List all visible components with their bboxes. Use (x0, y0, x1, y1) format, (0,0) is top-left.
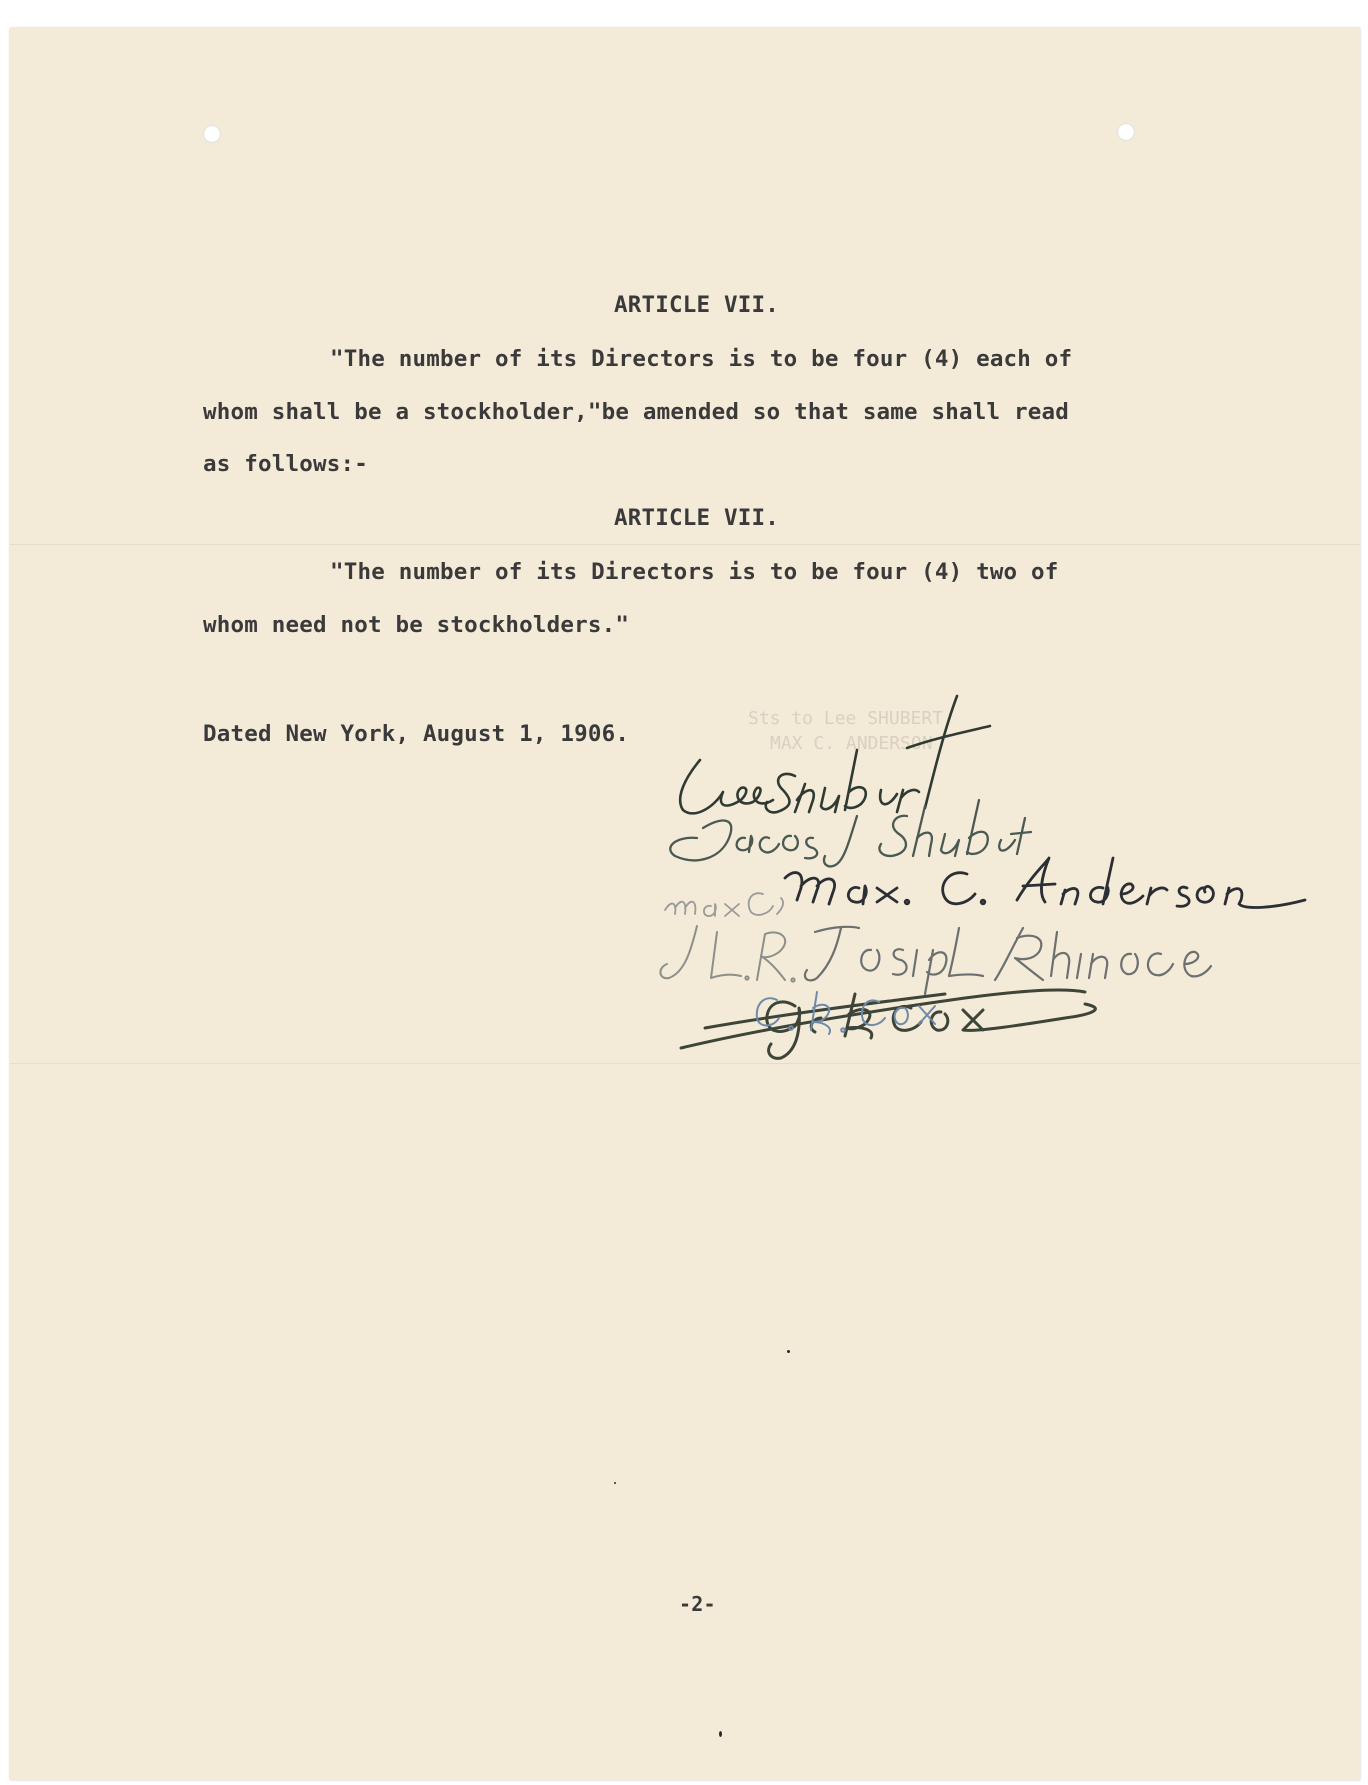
article-heading-original: ARTICLE VII. (614, 292, 779, 318)
paper-speck (614, 1482, 616, 1484)
dated-line: Dated New York, August 1, 1906. (203, 721, 630, 747)
para-1-line-2: whom shall be a stockholder,"be amended so that same shall read (203, 399, 1070, 425)
punch-hole-right (1117, 123, 1135, 141)
signature-joseph-rhinock (805, 927, 1211, 994)
signatures-svg (645, 688, 1345, 1068)
paper-speck (787, 1350, 790, 1353)
document-page (10, 28, 1360, 1780)
signature-block (645, 688, 1345, 1068)
signature-gb-cox (681, 990, 1095, 1058)
para-1-line-1: "The number of its Directors is to be four (4) each of (330, 346, 1073, 372)
page-number: -2- (679, 1592, 716, 1616)
bleed-through-text-1: Sts to Lee SHUBERT (748, 708, 944, 729)
paper-speck (719, 1731, 722, 1737)
signature-max-faint (665, 893, 783, 916)
signature-jacob-shubert (670, 800, 1031, 866)
fold-crease-upper (10, 544, 1360, 546)
punch-hole-left (203, 125, 221, 143)
signature-jlr (660, 926, 794, 982)
bleed-through-text-2: MAX C. ANDERSON (770, 733, 933, 754)
para-1-line-3: as follows:- (203, 451, 368, 477)
signature-max-anderson (785, 858, 1305, 907)
signature-lee-shubert (680, 696, 990, 813)
article-heading-amended: ARTICLE VII. (614, 505, 779, 531)
para-2-line-2: whom need not be stockholders." (203, 612, 630, 638)
para-2-line-1: "The number of its Directors is to be four (4) two of (330, 559, 1059, 585)
